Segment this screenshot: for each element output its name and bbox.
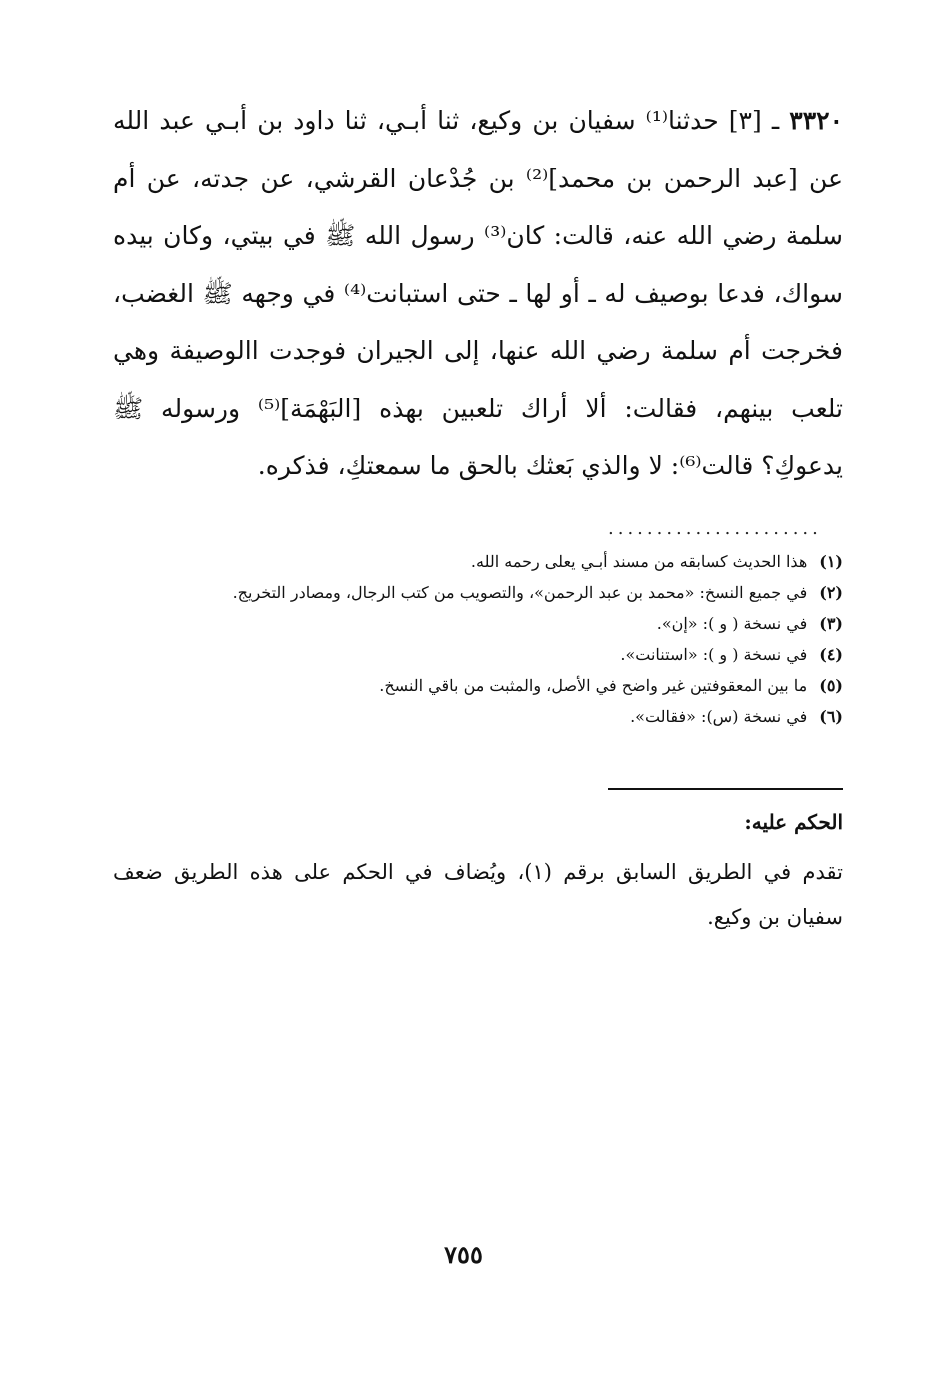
- page-number: ٧٥٥: [444, 1240, 483, 1269]
- footnote-number: (٣): [819, 614, 843, 633]
- hadith-number: ٣٣٢٠: [789, 106, 843, 135]
- footnote-item: [113, 577, 843, 608]
- footnote-text: هذا الحديث كسابقه من مسند أبـي يعلى رحمه الله.: [470, 552, 808, 571]
- footnote-text: في جميع النسخ: «محمد بن عبد الرحمن»، والتصويب من كتب الرجال، ومصادر التخريج.: [232, 583, 808, 602]
- footnote-number: (٢): [819, 583, 843, 602]
- ruling-heading: الحكم عليه:: [744, 810, 843, 834]
- footnote-text: في نسخة (س): «فقالت».: [630, 707, 808, 726]
- footnote-item: [113, 701, 843, 732]
- ruling-paragraph: تقدم في الطريق السابق برقم (١)، ويُضاف في الحكم على هذه الطريق ضعف سفيان بن وكيع.: [113, 860, 843, 929]
- footnote-number: (٥): [819, 676, 843, 695]
- footnote-item: [113, 546, 843, 577]
- footnote-item: [113, 639, 843, 670]
- footnote-text: في نسخة ( و ): «استنانت».: [620, 645, 808, 664]
- footnote-number: (١): [819, 552, 843, 571]
- hadith-paragraph: [113, 92, 843, 495]
- footnote-item: [113, 608, 843, 639]
- footnote-text: ما بين المعقوفتين غير واضح في الأصل، والمثبت من باقي النسخ.: [379, 676, 808, 695]
- footnote-number: (٤): [819, 645, 843, 664]
- hadith-text: ـ [٣] حدثنا⁽¹⁾ سفيان بن وكيع، ثنا أبـي، ثنا داود بن أبـي عبد الله عن [عبد الرحمن بن محمد]⁽²⁾ بن جُدْعان القرشي، عن جدته، عن أم سلمة رضي الله عنه، قالت: كان⁽³⁾ رسول الله ﷺ في بيتي، وكان بيده سواك، فدعا بوصيف له ـ أو لها ـ حتى استبانت⁽⁴⁾ في وجهه ﷺ الغضب، فخرجت أم سلمة رضي الله عنها، إلى الجيران فوجدت االوصيفة وهي تلعب بينهم، فقالت: ألا أراك تلعبين بهذه [البَهْمَة]⁽⁵⁾ ورسوله ﷺ يدعوكِ؟ قالت⁽⁶⁾: لا والذي بَعثك بالحق ما سمعتكِ، فذكره.: [113, 106, 844, 480]
- footnote-number: (٦): [819, 707, 843, 726]
- footnotes-list: [113, 546, 843, 732]
- footnote-item: [113, 670, 843, 701]
- footnote-separator-dots: ......................: [608, 518, 822, 539]
- footnote-text: في نسخة ( و ): «إن».: [656, 614, 808, 633]
- section-divider: [608, 788, 843, 790]
